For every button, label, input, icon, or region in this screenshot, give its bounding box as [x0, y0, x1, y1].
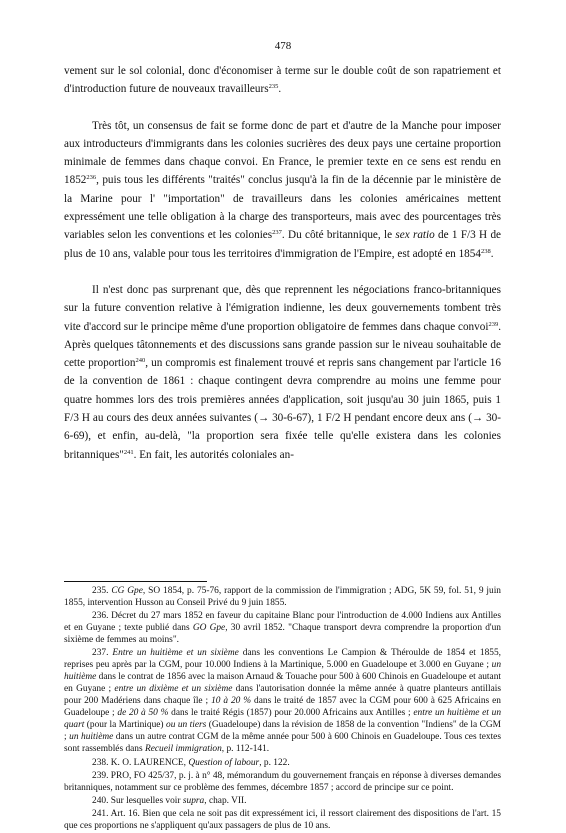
body-text: [64, 62, 501, 464]
footnotes: [64, 585, 501, 833]
footnote-238: 238. K. O. LAURENCE, Question of labour, p. 122.: [92, 757, 290, 768]
paragraph-1: vement sur le sol colonial, donc d'économiser à terme sur le double coût de son rapatriement et d'introduction future de nouveaux travailleurs$^{235}$.: [64, 65, 501, 96]
footnote-237: 237. Entre un huitième et un sixième dans les conventions Le Campion & Théroulde de 1854 et 1855, reprises peu après par la CGM, pour 10.000 Indiens à la Martinique, 5.000 en Guadeloupe et 3.000 en Guyane ; un huitième dans le contrat de 1856 avec la maison Arnaud & Touache pour 500 à 600 Chinois en Guadeloupe et autant en Guyane ; entre un dixième et un sixième dans l'autorisation donnée la même année à quatre planteurs antillais pour 200 Madériens dans chaque île ; 10 à 20 % dans le traité de 1857 avec la CGM pour 600 à 625 Africains en Guadeloupe ; de 20 à 50 % dans le traité Régis (1857) pour 20.000 Africains aux Antilles ; entre un huitième et un quart (pour la Martinique) ou un tiers (Guadeloupe) dans la révision de 1858 de la convention "Indiens" de la CGM ; un huitième dans un autre contrat CGM de la même année pour 500 à 600 Chinois en Guadeloupe. Tous ces textes sont rassemblés dans Recueil immigration, p. 112-141.: [64, 648, 502, 755]
footnote-ref-240[interactable]: 240: [135, 357, 146, 365]
footnote-ref-236[interactable]: 236: [86, 174, 97, 182]
footnote-ref-239[interactable]: 239: [488, 320, 499, 328]
footnote-241: 241. Art. 16. Bien que cela ne soit pas dit expressément ici, il ressort clairement des dispositions de l'art. 15 que ces proportions ne s'appliquent qu'aux passagers de plus de 10 ans.: [64, 809, 501, 832]
footnote-240: 240. Sur lesquelles voir supra, chap. VII.: [92, 795, 247, 806]
footnote-236: 236. Décret du 27 mars 1852 en faveur du capitaine Blanc pour l'introduction de 4.000 Indiens aux Antilles et en Guyane ; texte publié dans GO Gpe, 30 avril 1852. "Chaque transport devra comprendre la proportion d'un sixième de femmes au moins".: [64, 611, 501, 646]
paragraph-2: Très tôt, un consensus de fait se forme donc de part et d'autre de la Manche pour imposer aux introducteurs d'immigrants dans les colonies sucrières des deux pays une certaine proportion minimale de femmes dans chaque convoi. En France, le premier texte en ce sens est rendu en 1852$^{236}$, puis tous les différents "traités" conclus jusqu'à la fin de la décennie par le ministère de la Marine pour l' "importation" de travailleurs dans les colonies américaines mettent expressément une telle obligation à la charge des transporteurs, mais avec des pourcentages très variables selon les conventions et les colonies$^{237}$. Du côté britannique, le sex ratio de 1 F/3 H de plus de 10 ans, valable pour tous les territoires d'immigration de l'Empire, est adopté en 1854$^{238}$.: [64, 119, 501, 260]
footnote-ref-235[interactable]: 235: [268, 83, 279, 91]
footnote-ref-237[interactable]: 237: [272, 229, 282, 237]
footnote-239: 239. PRO, FO 425/37, p. j. à n° 48, mémorandum du gouvernement français en réponse à diverses demandes britanniques, notamment sur ce problème des femmes, décembre 1857 ; accord de principe sur ce point.: [64, 770, 501, 793]
page-number: 478: [274, 40, 292, 52]
paragraph-3: Il n'est donc pas surprenant que, dès que reprennent les négociations franco-britanniques sur la future convention relative à l'émigration indienne, les deux gouvernements tombent très vite d'accord sur le principe même d'une proportion obligatoire de femmes dans chaque convoi$^{239}$. Après quelques tâtonnements et des discussions sans grande passion sur le niveau souhaitable de cette proportion$^{240}$, un compromis est finalement trouvé et repris sans changement par l'article 16 de la convention de 1861 : chaque contingent devra comprendre au moins une femme pour quatre hommes lors des trois premières années d'application, soit jusqu'au 30 juin 1865, puis 1 F/3 H au cours des deux années suivantes (→ 30-6-67), 1 F/2 H pendant encore deux ans (→ 30-6-69), et enfin, au-delà, "la proportion sera fixée telle qu'elle existera dans les colonies britanniques"$^{241}$. En fait, les autorités coloniales an-: [64, 283, 501, 461]
footnote-235: 235. CG Gpe, SO 1854, p. 75-76, rapport de la commission de l'immigration ; ADG, 5K 59, fol. 51, 9 juin 1855, intervention Husson au Conseil Privé du 9 juin 1855.: [64, 586, 501, 608]
footnote-ref-241[interactable]: 241: [123, 448, 134, 456]
sex-ratio-term: sex ratio: [395, 229, 435, 242]
footnote-ref-238[interactable]: 238: [480, 247, 491, 255]
footnote-separator: [64, 581, 207, 582]
